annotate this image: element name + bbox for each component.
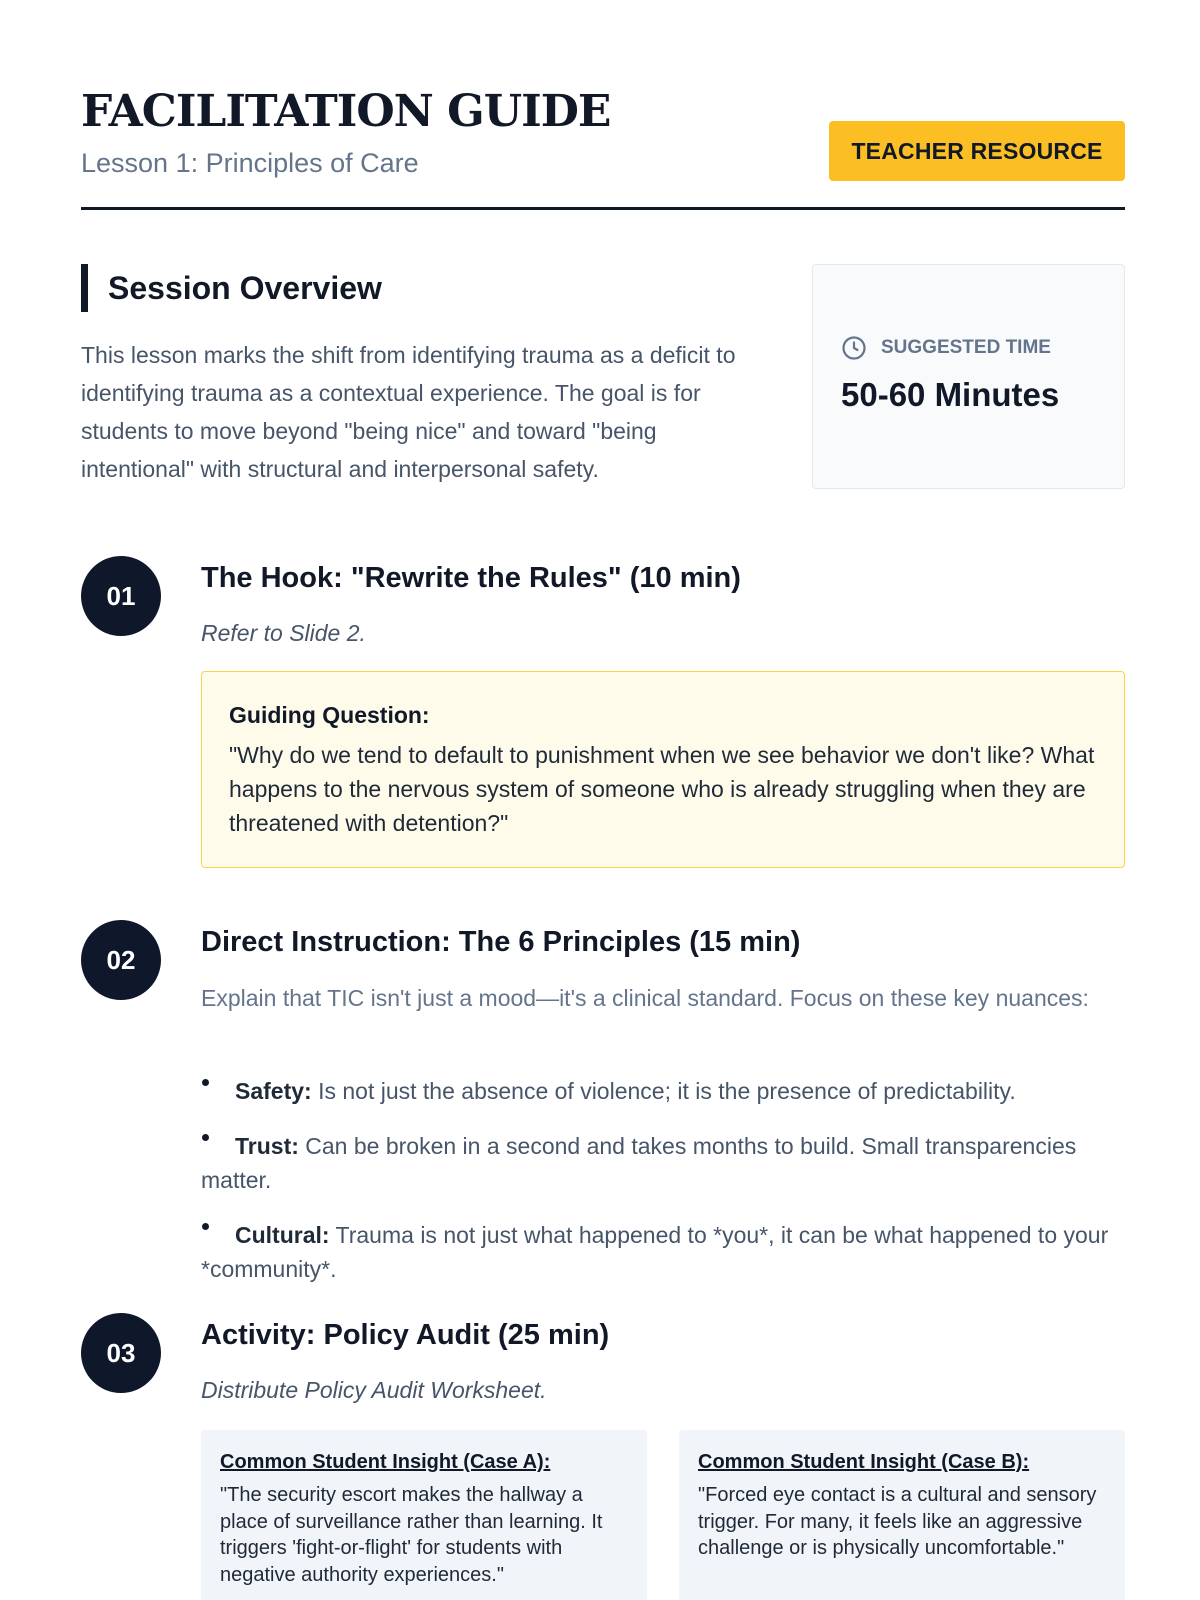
insight-title: Common Student Insight (Case A): [220,1451,551,1473]
step-intro: Explain that TIC isn't just a mood—it's a clinical standard. Focus on these key nuances: [201,985,1089,1011]
bullet-icon [201,1120,213,1154]
principles-list [201,1065,1125,1298]
suggested-time-card [812,264,1125,489]
teacher-resource-badge: TEACHER RESOURCE [829,121,1125,181]
step-title: Activity: Policy Audit (25 min) [201,1319,610,1351]
page-title: FACILITATION GUIDE [81,86,611,137]
guiding-question-box [201,671,1125,868]
suggested-time-label: SUGGESTED TIME [881,337,1051,358]
facilitation-guide-page [81,0,1125,1600]
principle-text: Trauma is not just what happened to *you*, it can be what happened to your *community*. [201,1222,1109,1282]
session-overview-heading: Session Overview [81,264,382,312]
suggested-time-label-row [841,335,1051,361]
list-item [201,1120,1125,1197]
session-overview-text: This lesson marks the shift from identifying trauma as a deficit to identifying trauma as a contextual experience. The goal is for students to move beyond "being nice" and toward "being intentional" with structural and interpersonal safety. [81,342,736,482]
step-title: The Hook: "Rewrite the Rules" (10 min) [201,562,741,594]
insight-text: "The security escort makes the hallway a place of surveillance rather than learning. It triggers 'fight-or-flight' for students with negative authority experiences." [220,1484,603,1586]
header-divider [81,207,1125,210]
principle-term: Safety: [235,1078,312,1104]
step-title: Direct Instruction: The 6 Principles (15 min) [201,926,801,958]
page-header [81,82,1125,212]
principle-text: Can be broken in a second and takes months to build. Small transparencies matter. [201,1133,1077,1193]
insight-card-case-a [201,1430,647,1600]
suggested-time-value: 50-60 Minutes [841,376,1060,413]
insight-card-case-b [679,1430,1125,1600]
step-number-badge: 02 [81,920,161,1000]
list-item [201,1209,1125,1286]
insight-text: "Forced eye contact is a cultural and sensory trigger. For many, it feels like an aggressive challenge or is physically uncomfortable." [698,1484,1097,1559]
principle-term: Cultural: [235,1222,330,1248]
clock-icon [841,335,867,361]
guiding-question-text: "Why do we tend to default to punishment when we see behavior we don't like? What happens to the nervous system of someone who is already struggling when they are threatened with detention?" [229,742,1095,836]
principle-term: Trust: [235,1133,299,1159]
list-item [201,1065,1125,1108]
step-number-badge: 03 [81,1313,161,1393]
page-subtitle: Lesson 1: Principles of Care [81,148,419,178]
principle-text: Is not just the absence of violence; it is the presence of predictability. [311,1078,1016,1104]
step-note: Distribute Policy Audit Worksheet. [201,1377,547,1403]
bullet-icon [201,1065,213,1099]
insight-title: Common Student Insight (Case B): [698,1451,1030,1473]
step-note: Refer to Slide 2. [201,620,366,646]
guiding-question-label: Guiding Question: [229,702,430,728]
step-number-badge: 01 [81,556,161,636]
bullet-icon [201,1209,213,1243]
